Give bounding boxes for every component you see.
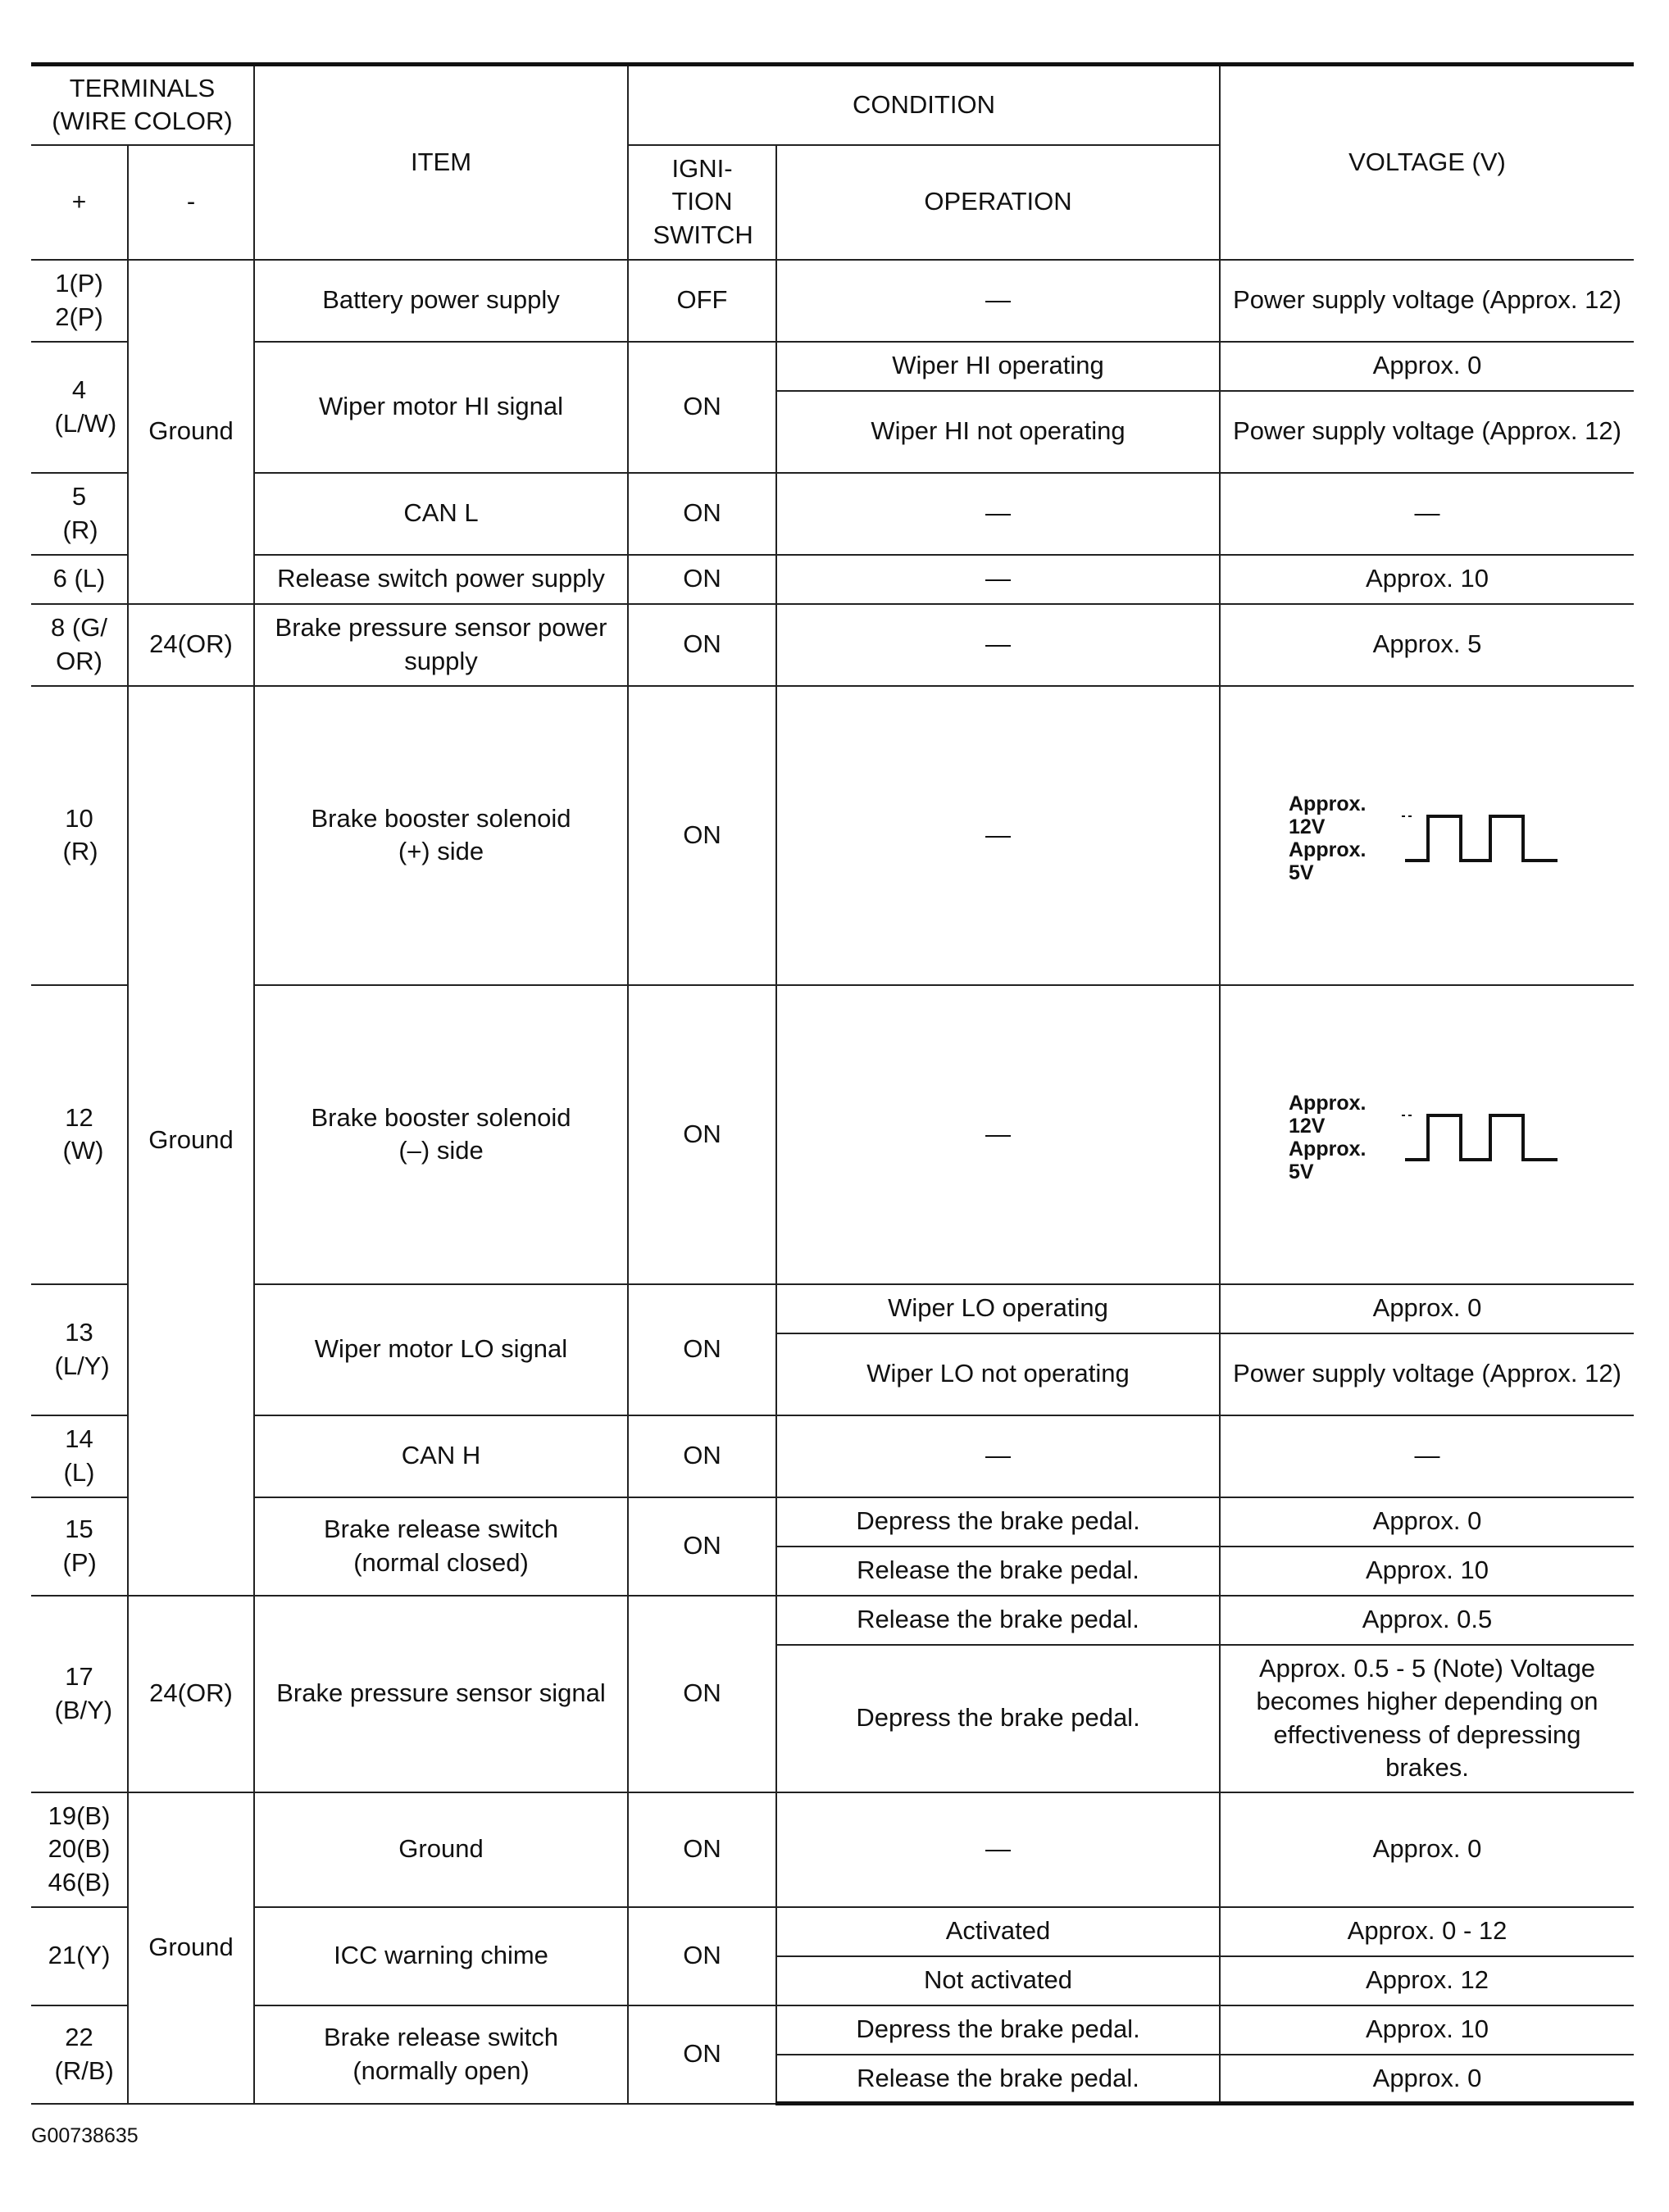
operation-cell: Wiper HI operating <box>776 342 1220 391</box>
operation-cell: — <box>776 1792 1220 1907</box>
voltage-cell: Approx. 0 <box>1220 2055 1634 2104</box>
item-cell: Brake pressure sensor power supply <box>254 604 628 686</box>
operation-cell: Release the brake pedal. <box>776 1596 1220 1645</box>
operation-cell: — <box>776 686 1220 985</box>
waveform-high-label: Approx. 12V <box>1289 1092 1367 1138</box>
operation-cell: Wiper LO not operating <box>776 1333 1220 1415</box>
item-cell: ICC warning chime <box>254 1907 628 2005</box>
terminal-cell: 4 (L/W) <box>31 342 128 473</box>
header-item: ITEM <box>254 65 628 260</box>
item-cell: Release switch power supply <box>254 555 628 604</box>
item-cell: Brake booster solenoid (+) side <box>254 686 628 985</box>
voltage-cell: Approx. 0 - 12 <box>1220 1907 1634 1956</box>
square-wave-icon <box>1402 802 1566 875</box>
voltage-cell: Approx. 0 <box>1220 1497 1634 1547</box>
operation-cell: — <box>776 1415 1220 1497</box>
voltage-cell: Power supply voltage (Approx. 12) <box>1220 260 1634 342</box>
item-cell: Battery power supply <box>254 260 628 342</box>
voltage-cell: Approx. 0 <box>1220 1284 1634 1333</box>
ignition-cell: ON <box>628 1907 776 2005</box>
operation-cell: — <box>776 473 1220 555</box>
ignition-cell: ON <box>628 1497 776 1596</box>
item-cell: Brake pressure sensor signal <box>254 1596 628 1792</box>
pulse-waveform <box>1289 793 1566 884</box>
ground-cell: Ground <box>128 260 254 604</box>
item-cell: Brake release switch (normal closed) <box>254 1497 628 1596</box>
voltage-cell: Approx. 5 <box>1220 604 1634 686</box>
voltage-cell: Approx. 10 <box>1220 2005 1634 2055</box>
minus-cell: 24(OR) <box>128 1596 254 1792</box>
voltage-cell: Approx. 10 <box>1220 555 1634 604</box>
waveform-low-label: Approx. 5V <box>1289 838 1367 884</box>
terminal-cell: 8 (G/ OR) <box>31 604 128 686</box>
waveform-high-label: Approx. 12V <box>1289 793 1367 838</box>
terminal-cell: 10 (R) <box>31 686 128 985</box>
terminal-voltage-table <box>31 62 1634 2105</box>
header-voltage: VOLTAGE (V) <box>1220 65 1634 260</box>
terminal-cell: 12 (W) <box>31 985 128 1284</box>
item-cell: CAN L <box>254 473 628 555</box>
ignition-cell: ON <box>628 342 776 473</box>
ground-cell: Ground <box>128 686 254 1596</box>
ignition-cell: ON <box>628 1415 776 1497</box>
voltage-cell: Approx. 0 <box>1220 1792 1634 1907</box>
voltage-cell: Approx. 12 <box>1220 1956 1634 2005</box>
ignition-cell: ON <box>628 2005 776 2104</box>
terminal-cell: 22 (R/B) <box>31 2005 128 2104</box>
operation-cell: Activated <box>776 1907 1220 1956</box>
voltage-waveform-cell <box>1220 686 1634 985</box>
voltage-cell: Approx. 0 <box>1220 342 1634 391</box>
ignition-cell: ON <box>628 473 776 555</box>
operation-cell: — <box>776 985 1220 1284</box>
terminal-cell: 15 (P) <box>31 1497 128 1596</box>
item-cell: Brake booster solenoid (–) side <box>254 985 628 1284</box>
terminal-cell: 13 (L/Y) <box>31 1284 128 1415</box>
item-cell: Brake release switch (normally open) <box>254 2005 628 2104</box>
ignition-cell: OFF <box>628 260 776 342</box>
header-minus: - <box>128 145 254 260</box>
operation-cell: — <box>776 555 1220 604</box>
voltage-cell: — <box>1220 473 1634 555</box>
ignition-cell: ON <box>628 604 776 686</box>
ignition-cell: ON <box>628 555 776 604</box>
ignition-cell: ON <box>628 686 776 985</box>
terminal-cell: 5 (R) <box>31 473 128 555</box>
operation-cell: Wiper HI not operating <box>776 391 1220 473</box>
terminal-cell: 17 (B/Y) <box>31 1596 128 1792</box>
voltage-cell: Approx. 10 <box>1220 1547 1634 1596</box>
terminal-cell: 19(B) 20(B) 46(B) <box>31 1792 128 1907</box>
header-terminals: TERMINALS (WIRE COLOR) <box>31 65 254 145</box>
item-cell: Wiper motor HI signal <box>254 342 628 473</box>
terminal-cell: 21(Y) <box>31 1907 128 2005</box>
ignition-cell: ON <box>628 1792 776 1907</box>
header-condition: CONDITION <box>628 65 1220 145</box>
operation-cell: Depress the brake pedal. <box>776 1645 1220 1792</box>
square-wave-icon <box>1402 1101 1566 1174</box>
item-cell: CAN H <box>254 1415 628 1497</box>
operation-cell: — <box>776 260 1220 342</box>
voltage-cell: Power supply voltage (Approx. 12) <box>1220 391 1634 473</box>
operation-cell: Depress the brake pedal. <box>776 2005 1220 2055</box>
operation-cell: Depress the brake pedal. <box>776 1497 1220 1547</box>
ignition-cell: ON <box>628 985 776 1284</box>
minus-cell: 24(OR) <box>128 604 254 686</box>
header-plus: + <box>31 145 128 260</box>
operation-cell: Wiper LO operating <box>776 1284 1220 1333</box>
item-cell: Wiper motor LO signal <box>254 1284 628 1415</box>
figure-code: G00738635 <box>31 2124 139 2147</box>
operation-cell: Release the brake pedal. <box>776 2055 1220 2104</box>
item-cell: Ground <box>254 1792 628 1907</box>
header-operation: OPERATION <box>776 145 1220 260</box>
waveform-low-label: Approx. 5V <box>1289 1138 1367 1183</box>
voltage-cell: Power supply voltage (Approx. 12) <box>1220 1333 1634 1415</box>
operation-cell: — <box>776 604 1220 686</box>
header-ignition-switch: IGNI- TION SWITCH <box>628 145 776 260</box>
voltage-cell: Approx. 0.5 <box>1220 1596 1634 1645</box>
voltage-waveform-cell <box>1220 985 1634 1284</box>
terminal-cell: 14 (L) <box>31 1415 128 1497</box>
operation-cell: Not activated <box>776 1956 1220 2005</box>
voltage-cell: — <box>1220 1415 1634 1497</box>
pulse-waveform <box>1289 1092 1566 1183</box>
terminal-cell: 1(P) 2(P) <box>31 260 128 342</box>
ignition-cell: ON <box>628 1596 776 1792</box>
operation-cell: Release the brake pedal. <box>776 1547 1220 1596</box>
ignition-cell: ON <box>628 1284 776 1415</box>
terminal-cell: 6 (L) <box>31 555 128 604</box>
ground-cell: Ground <box>128 1792 254 2104</box>
voltage-cell: Approx. 0.5 - 5 (Note) Voltage becomes higher depending on effectiveness of depressing brakes. <box>1220 1645 1634 1792</box>
